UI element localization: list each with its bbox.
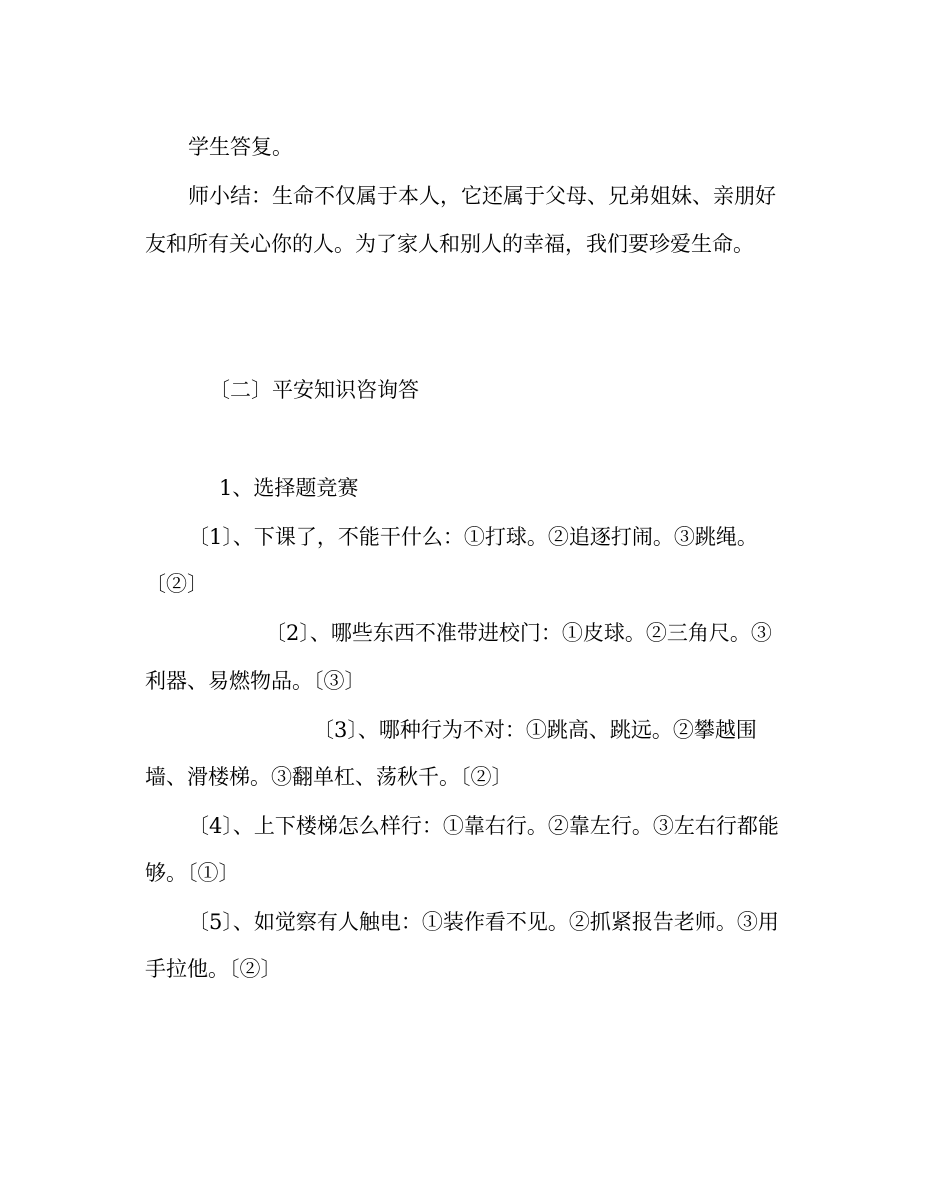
question-3-line-1: 〔3〕、哪种行为不对：①跳高、跳远。②攀越围 [313,718,757,742]
paragraph-teacher-summary-line-1: 师小结：生命不仅属于本人，它还属于父母、兄弟姐妹、亲朋好 [188,184,776,208]
question-4-line-2: 够。〔①〕 [145,861,240,885]
paragraph-student-answer: 学生答复。 [188,135,293,159]
question-1-line-2: 〔②〕 [145,572,208,596]
question-2-line-2: 利器、易燃物品。〔③〕 [145,669,366,693]
question-3-line-2: 墙、滑楼梯。③翻单杠、荡秋千。〔②〕 [145,765,513,789]
section-heading-safety-knowledge: 〔二〕平安知识咨询答 [209,378,419,402]
question-5-line-1: 〔5〕、如觉察有人触电：①装作看不见。②抓紧报告老师。③用 [188,910,779,934]
question-2-line-1: 〔2〕、哪些东西不准带进校门：①皮球。②三角尺。③ [265,621,772,645]
question-5-line-2: 手拉他。〔②〕 [145,957,282,981]
subheading-multiple-choice: 1、选择题竞赛 [219,476,359,500]
question-1-line-1: 〔1〕、下课了，不能干什么：①打球。②追逐打闹。③跳绳。 [188,525,758,549]
paragraph-teacher-summary-line-2: 友和所有关心你的人。为了家人和别人的幸福，我们要珍爱生命。 [145,232,754,256]
question-4-line-1: 〔4〕、上下楼梯怎么样行：①靠右行。②靠左行。③左右行都能 [188,814,779,838]
